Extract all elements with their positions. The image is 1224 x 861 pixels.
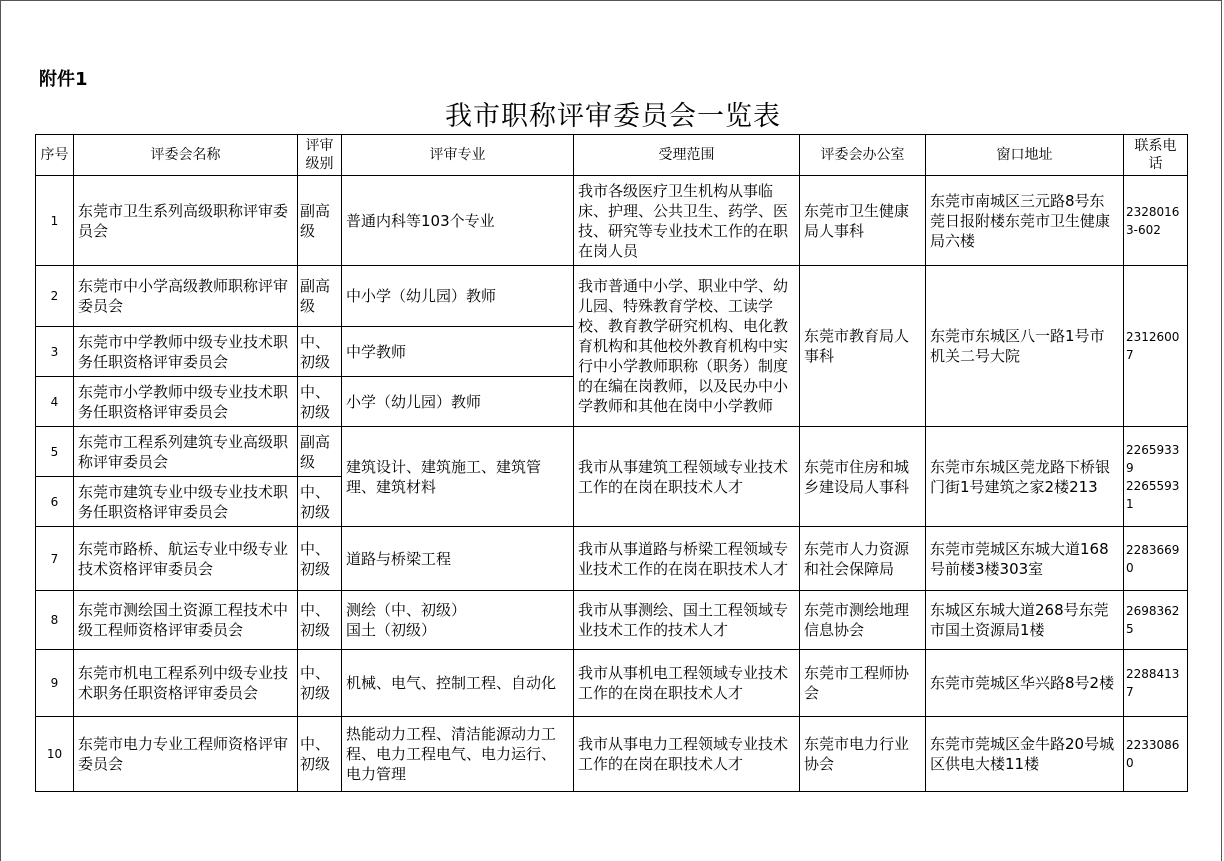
row-major: [342, 591, 574, 650]
table-row: [36, 717, 1188, 792]
row-level: 中、初级: [298, 717, 342, 792]
row-level: 中、初级: [298, 477, 342, 527]
row-address: 东城区东城大道268号东莞市国土资源局1楼: [926, 591, 1124, 650]
row-name: 东莞市卫生系列高级职称评审委员会: [74, 176, 298, 266]
education-phone: 23126007: [1124, 266, 1188, 427]
row-level: 中、初级: [298, 527, 342, 591]
table-row: [36, 591, 1188, 650]
row-name: 东莞市工程系列建筑专业高级职称评审委员会: [74, 427, 298, 477]
construction-address: 东莞市东城区莞龙路下桥银门街1号建筑之家2楼213: [926, 427, 1124, 527]
row-scope: 我市从事电力工程领域专业技术工作的在岗在职技术人才: [574, 717, 800, 792]
row-major: 中学教师: [342, 327, 574, 377]
construction-scope: 我市从事建筑工程领域专业技术工作的在岗在职技术人才: [574, 427, 800, 527]
construction-phone-1: 22659339: [1126, 442, 1180, 475]
header-name: 评委会名称: [74, 135, 298, 176]
row-address: 东莞市莞城区东城大道168号前楼3楼303室: [926, 527, 1124, 591]
row-name: 东莞市小学教师中级专业技术职务任职资格评审委员会: [74, 377, 298, 427]
row-seq: 6: [36, 477, 74, 527]
header-office: 评委会办公室: [800, 135, 926, 176]
row-seq: 3: [36, 327, 74, 377]
header-scope: 受理范围: [574, 135, 800, 176]
page-title: 我市职称评审委员会一览表: [445, 101, 781, 132]
row-name: 东莞市机电工程系列中级专业技术职务任职资格评审委员会: [74, 650, 298, 717]
row-level: 副高级: [298, 176, 342, 266]
row-scope: 我市从事机电工程领域专业技术工作的在岗在职技术人才: [574, 650, 800, 717]
header-level: 评审级别: [298, 135, 342, 176]
row-address: 东莞市莞城区华兴路8号2楼: [926, 650, 1124, 717]
row-phone: 22836690: [1124, 527, 1188, 591]
row-level: 中、初级: [298, 591, 342, 650]
row-office: 东莞市人力资源和社会保障局: [800, 527, 926, 591]
row-name: 东莞市测绘国土资源工程技术中级工程师资格评审委员会: [74, 591, 298, 650]
education-scope: 我市普通中小学、职业中学、幼儿园、特殊教育学校、工读学校、教育教学研究机构、电化教育机构和其他校外教育机构中实行中小学教师职称（职务）制度的在编在岗教师，以及民办中小学教师和其他在岗中小学教师: [574, 266, 800, 427]
row-address: 东莞市南城区三元路8号东莞日报附楼东莞市卫生健康局六楼: [926, 176, 1124, 266]
row-major: 机械、电气、控制工程、自动化: [342, 650, 574, 717]
row-phone: 23280163-602: [1124, 176, 1188, 266]
row-level: 中、初级: [298, 327, 342, 377]
row-seq: 2: [36, 266, 74, 327]
construction-major: 建筑设计、建筑施工、建筑管理、建筑材料: [342, 427, 574, 527]
row-office: 东莞市卫生健康局人事科: [800, 176, 926, 266]
table-row: [36, 650, 1188, 717]
row-level: 中、初级: [298, 650, 342, 717]
row-major-line-1: 测绘（中、初级）: [346, 601, 467, 619]
construction-phone-2: 22655931: [1126, 478, 1180, 511]
row-major: 小学（幼儿园）教师: [342, 377, 574, 427]
education-office: 东莞市教育局人事科: [800, 266, 926, 427]
table-row: [36, 427, 1188, 477]
row-office: 东莞市电力行业协会: [800, 717, 926, 792]
row-phone: 26983625: [1124, 591, 1188, 650]
construction-phone: [1124, 427, 1188, 527]
row-seq: 8: [36, 591, 74, 650]
row-major-line-2: 国土（初级）: [346, 621, 437, 639]
row-seq: 4: [36, 377, 74, 427]
row-major: 普通内科等103个专业: [342, 176, 574, 266]
row-major: 热能动力工程、清洁能源动力工程、电力工程电气、电力运行、电力管理: [342, 717, 574, 792]
header-major: 评审专业: [342, 135, 574, 176]
row-scope: 我市各级医疗卫生机构从事临床、护理、公共卫生、药学、医技、研究等专业技术工作的在职在岗人员: [574, 176, 800, 266]
row-major: 中小学（幼儿园）教师: [342, 266, 574, 327]
row-seq: 9: [36, 650, 74, 717]
row-name: 东莞市建筑专业中级专业技术职务任职资格评审委员会: [74, 477, 298, 527]
row-seq: 7: [36, 527, 74, 591]
row-name: 东莞市路桥、航运专业中级专业技术资格评审委员会: [74, 527, 298, 591]
row-seq: 1: [36, 176, 74, 266]
row-seq: 5: [36, 427, 74, 477]
row-level: 副高级: [298, 266, 342, 327]
row-name: 东莞市中学教师中级专业技术职务任职资格评审委员会: [74, 327, 298, 377]
row-address: 东莞市莞城区金牛路20号城区供电大楼11楼: [926, 717, 1124, 792]
education-address: 东莞市东城区八一路1号市机关二号大院: [926, 266, 1124, 427]
header-address: 窗口地址: [926, 135, 1124, 176]
row-phone: 22330860: [1124, 717, 1188, 792]
table-row: [36, 176, 1188, 266]
table-header-row: [36, 135, 1188, 176]
construction-office: 东莞市住房和城乡建设局人事科: [800, 427, 926, 527]
row-scope: 我市从事测绘、国土工程领域专业技术工作的技术人才: [574, 591, 800, 650]
row-phone: 22884137: [1124, 650, 1188, 717]
header-phone: 联系电话: [1124, 135, 1188, 176]
table-row: [36, 527, 1188, 591]
row-level: 中、初级: [298, 377, 342, 427]
row-scope: 我市从事道路与桥梁工程领域专业技术工作的在岗在职技术人才: [574, 527, 800, 591]
row-name: 东莞市电力专业工程师资格评审委员会: [74, 717, 298, 792]
row-level: 副高级: [298, 427, 342, 477]
row-seq: 10: [36, 717, 74, 792]
row-name: 东莞市中小学高级教师职称评审委员会: [74, 266, 298, 327]
header-seq: 序号: [36, 135, 74, 176]
row-major: 道路与桥梁工程: [342, 527, 574, 591]
row-office: 东莞市测绘地理信息协会: [800, 591, 926, 650]
committee-table: [35, 134, 1188, 792]
attachment-label: 附件1: [39, 69, 88, 90]
table-row: [36, 266, 1188, 327]
row-office: 东莞市工程师协会: [800, 650, 926, 717]
